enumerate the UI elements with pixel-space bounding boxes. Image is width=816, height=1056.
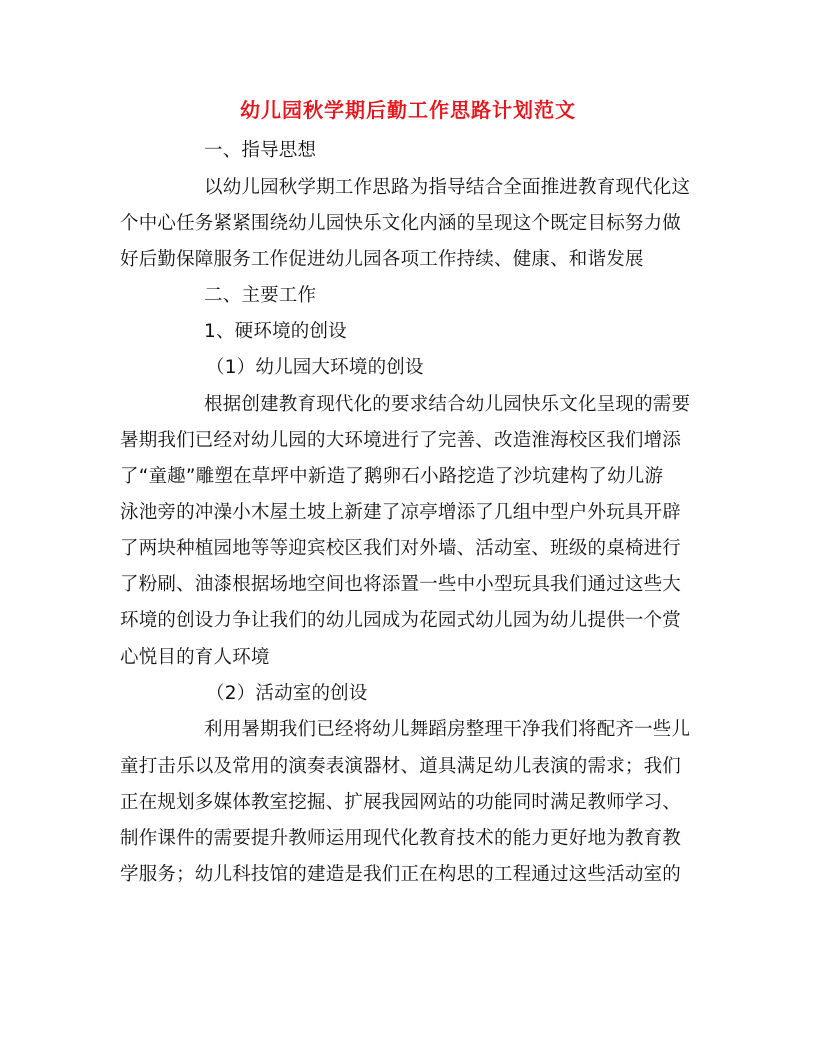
- paragraph-line: 正在规划多媒体教室挖掘、扩展我园网站的功能同时满足教师学习、: [120, 792, 682, 813]
- paragraph-line: 好后勤保障服务工作促进幼儿园各项工作持续、健康、和谐发展: [120, 249, 644, 270]
- subsection-heading: （1）幼儿园大环境的创设: [206, 357, 424, 378]
- paragraph-line: 泳池旁的冲澡小木屋土坡上新建了凉亭增添了几组中型户外玩具开辟: [120, 502, 682, 523]
- paragraph-line: 童打击乐以及常用的演奏表演器材、道具满足幼儿表演的需求；我们: [120, 756, 682, 777]
- paragraph-line: 个中心任务紧紧围绕幼儿园快乐文化内涵的呈现这个既定目标努力做: [120, 213, 682, 234]
- subsection-heading: （2）活动室的创设: [206, 683, 368, 704]
- paragraph-line: 了两块种植园地等等迎宾校区我们对外墙、活动室、班级的桌椅进行: [120, 538, 682, 559]
- paragraph-line: 根据创建教育现代化的要求结合幼儿园快乐文化呈现的需要: [204, 394, 691, 415]
- paragraph-line: 制作课件的需要提升教师运用现代化教育技术的能力更好地为教育教: [120, 828, 682, 849]
- paragraph-line: 了“童趣”雕塑在草坪中新造了鹅卵石小路挖造了沙坑建构了幼儿游: [120, 466, 664, 487]
- paragraph-line: 学服务；幼儿科技馆的建造是我们正在构思的工程通过这些活动室的: [120, 864, 682, 885]
- paragraph-line: 了粉刷、油漆根据场地空间也将添置一些中小型玩具我们通过这些大: [120, 574, 682, 595]
- section-heading: 一、指导思想: [204, 140, 317, 161]
- paragraph-line: 以幼儿园秋学期工作思路为指导结合全面推进教育现代化这: [204, 177, 691, 198]
- paragraph-line: 利用暑期我们已经将幼儿舞蹈房整理干净我们将配齐一些儿: [204, 719, 691, 740]
- section-heading: 二、主要工作: [204, 285, 317, 306]
- paragraph-line: 环境的创设力争让我们的幼儿园成为花园式幼儿园为幼儿提供一个赏: [120, 610, 682, 631]
- document-title: 幼儿园秋学期后勤工作思路计划范文: [240, 98, 576, 122]
- paragraph-line: 心悦目的育人环境: [120, 647, 270, 668]
- paragraph-line: 暑期我们已经对幼儿园的大环境进行了完善、改造淮海校区我们增添: [120, 430, 682, 451]
- subsection-heading: 1、硬环境的创设: [204, 321, 347, 342]
